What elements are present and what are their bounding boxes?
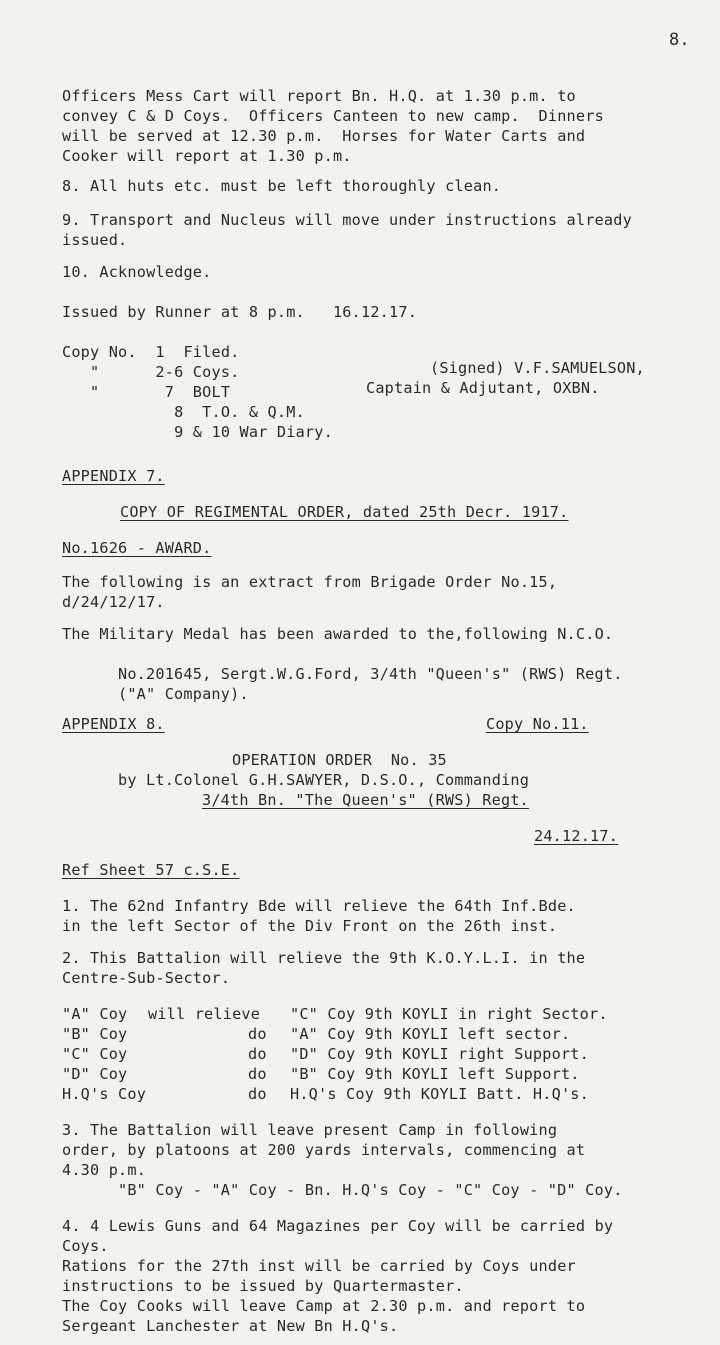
text-line: Coys.: [62, 1237, 109, 1255]
text-line: instructions to be issued by Quartermaster.: [62, 1277, 464, 1295]
regimental-order-title: COPY OF REGIMENTAL ORDER, dated 25th Decr. 1917.: [120, 503, 569, 521]
text-line: 4.30 p.m.: [62, 1161, 147, 1179]
relief-target: "D" Coy 9th KOYLI right Support.: [290, 1045, 589, 1063]
unit-name: 3/4th Bn. "The Queen's" (RWS) Regt.: [202, 791, 530, 809]
relief-target: "A" Coy 9th KOYLI left sector.: [290, 1025, 571, 1043]
text-line: order, by platoons at 200 yards intervals, commencing at: [62, 1141, 586, 1159]
relief-unit: "D" Coy: [62, 1065, 128, 1083]
page-number: 8.: [669, 30, 690, 50]
text-line: 2. This Battalion will relieve the 9th K.O.Y.L.I. in the: [62, 949, 586, 967]
relief-target: H.Q's Coy 9th KOYLI Batt. H.Q's.: [290, 1085, 589, 1103]
appendix-8-heading: APPENDIX 8.: [62, 715, 165, 733]
relief-target: "C" Coy 9th KOYLI in right Sector.: [290, 1005, 608, 1023]
copy-line: 8 T.O. & Q.M.: [62, 403, 305, 421]
item-9: 9. Transport and Nucleus will move under instructions already: [62, 211, 632, 229]
text-line: Officers Mess Cart will report Bn. H.Q. at 1.30 p.m. to: [62, 87, 576, 105]
text-line: 3. The Battalion will leave present Camp in following: [62, 1121, 558, 1139]
copy-number: Copy No.11.: [486, 715, 589, 733]
relief-verb: will relieve: [148, 1005, 261, 1023]
text-line: The Military Medal has been awarded to the,following N.C.O.: [62, 625, 614, 643]
copy-line: 9 & 10 War Diary.: [62, 423, 333, 441]
text-line: Sergeant Lanchester at New Bn H.Q's.: [62, 1317, 399, 1335]
text-line: Centre-Sub-Sector.: [62, 969, 231, 987]
item-10: 10. Acknowledge.: [62, 263, 212, 281]
appendix-7-heading: APPENDIX 7.: [62, 467, 165, 485]
item-9: issued.: [62, 231, 128, 249]
relief-unit: "B" Coy: [62, 1025, 128, 1043]
text-line: convey C & D Coys. Officers Canteen to new camp. Dinners: [62, 107, 604, 125]
relief-unit: H.Q's Coy: [62, 1085, 147, 1103]
order-date: 24.12.17.: [534, 827, 619, 845]
text-line: d/24/12/17.: [62, 593, 165, 611]
copy-line: Copy No. 1 Filed.: [62, 343, 240, 361]
relief-unit: "A" Coy: [62, 1005, 128, 1023]
relief-target: "B" Coy 9th KOYLI left Support.: [290, 1065, 580, 1083]
issued-line: Issued by Runner at 8 p.m. 16.12.17.: [62, 303, 418, 321]
text-line: Rations for the 27th inst will be carried by Coys under: [62, 1257, 576, 1275]
copy-line: " 7 BOLT: [62, 383, 231, 401]
march-order: "B" Coy - "A" Coy - Bn. H.Q's Coy - "C" Coy - "D" Coy.: [118, 1181, 623, 1199]
text-line: The following is an extract from Brigade Order No.15,: [62, 573, 558, 591]
relief-verb: do: [248, 1045, 267, 1063]
recipient: No.201645, Sergt.W.G.Ford, 3/4th "Queen's" (RWS) Regt.: [118, 665, 623, 683]
relief-verb: do: [248, 1065, 267, 1083]
text-line: in the left Sector of the Div Front on the 26th inst.: [62, 917, 558, 935]
text-line: will be served at 12.30 p.m. Horses for Water Carts and: [62, 127, 586, 145]
relief-verb: do: [248, 1025, 267, 1043]
map-reference: Ref Sheet 57 c.S.E.: [62, 861, 240, 879]
text-line: Cooker will report at 1.30 p.m.: [62, 147, 352, 165]
signature: (Signed) V.F.SAMUELSON,: [430, 359, 645, 377]
signature-title: Captain & Adjutant, OXBN.: [366, 379, 600, 397]
text-line: 4. 4 Lewis Guns and 64 Magazines per Coy will be carried by: [62, 1217, 614, 1235]
relief-unit: "C" Coy: [62, 1045, 128, 1063]
text-line: by Lt.Colonel G.H.SAWYER, D.S.O., Commanding: [118, 771, 530, 789]
award-number: No.1626 - AWARD.: [62, 539, 212, 557]
text-line: 1. The 62nd Infantry Bde will relieve the 64th Inf.Bde.: [62, 897, 576, 915]
operation-order-title: OPERATION ORDER No. 35: [232, 751, 447, 769]
copy-line: " 2-6 Coys.: [62, 363, 240, 381]
text-line: The Coy Cooks will leave Camp at 2.30 p.m. and report to: [62, 1297, 586, 1315]
item-8: 8. All huts etc. must be left thoroughly clean.: [62, 177, 502, 195]
relief-verb: do: [248, 1085, 267, 1103]
recipient: ("A" Company).: [118, 685, 249, 703]
